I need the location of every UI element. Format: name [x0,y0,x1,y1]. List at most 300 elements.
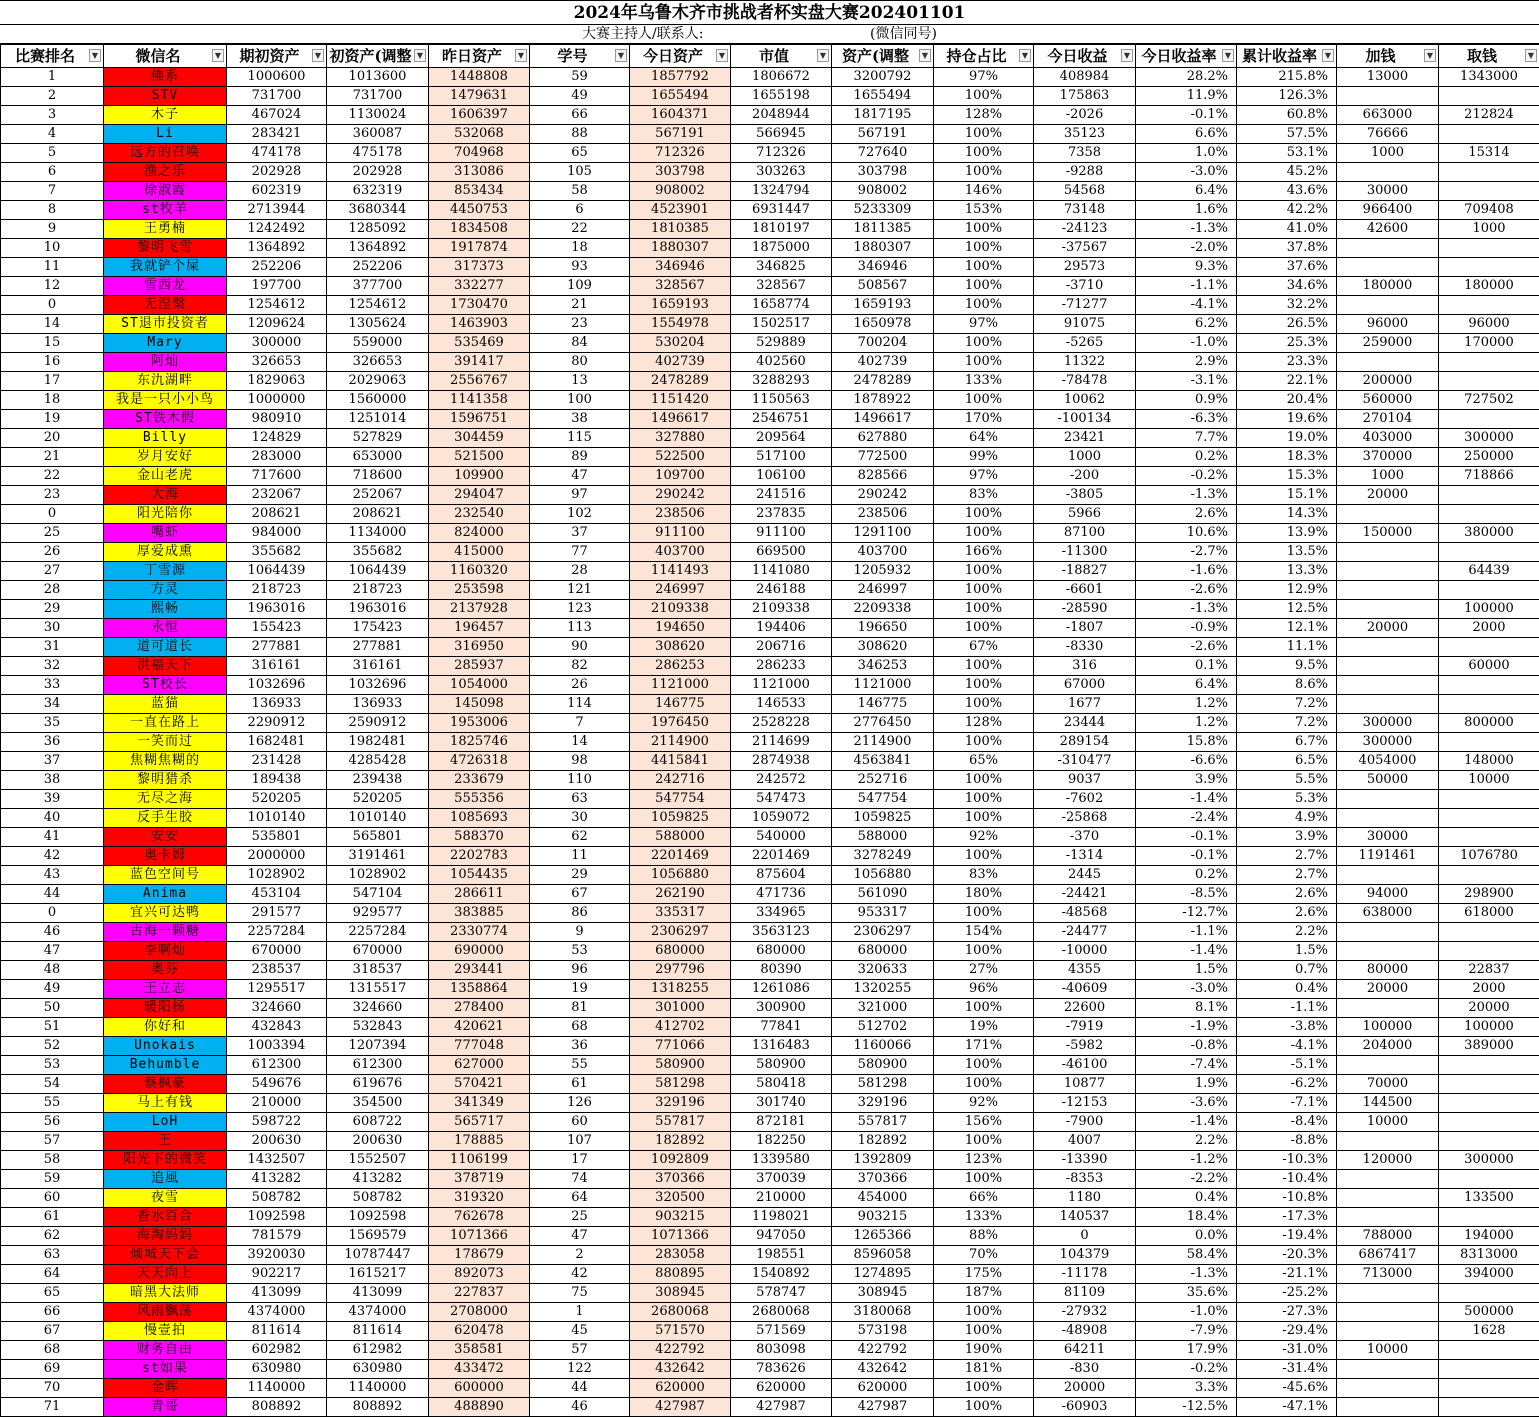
data-cell[interactable]: -24123 [1034,220,1136,239]
today-assets-cell[interactable]: 4415841 [630,752,731,771]
rank-cell[interactable]: 17 [1,372,104,391]
rank-cell[interactable]: 48 [1,961,104,980]
today-assets-cell[interactable]: 880895 [630,1265,731,1284]
position-ratio-cell[interactable]: 100% [934,296,1034,315]
rank-cell[interactable]: 1 [1,68,104,87]
data-cell[interactable]: -8330 [1034,638,1136,657]
cumulative-return-cell[interactable]: -10.4% [1237,1170,1337,1189]
data-cell[interactable]: 653000 [327,448,429,467]
data-cell[interactable] [1439,923,1539,942]
yesterday-assets-cell[interactable]: 178679 [429,1246,530,1265]
cumulative-return-cell[interactable]: 5.5% [1237,771,1337,790]
today-assets-cell[interactable]: 2109338 [630,600,731,619]
student-id-cell[interactable]: 82 [530,657,630,676]
student-id-cell[interactable]: 18 [530,239,630,258]
wechat-name-cell[interactable]: LoH [104,1113,227,1132]
data-cell[interactable]: 1540892 [731,1265,832,1284]
data-cell[interactable] [1337,1398,1439,1417]
cumulative-return-cell[interactable]: -3.8% [1237,1018,1337,1037]
rank-cell[interactable]: 28 [1,581,104,600]
today-assets-cell[interactable]: 1318255 [630,980,731,999]
data-cell[interactable]: 60000 [1439,657,1539,676]
daily-return-rate-cell[interactable]: -1.3% [1136,600,1237,619]
data-cell[interactable]: 875604 [731,866,832,885]
today-assets-cell[interactable]: 1121000 [630,676,731,695]
data-cell[interactable]: 5966 [1034,505,1136,524]
data-cell[interactable]: 670000 [227,942,327,961]
data-cell[interactable]: 529889 [731,334,832,353]
data-cell[interactable]: 91075 [1034,315,1136,334]
data-cell[interactable]: 612982 [327,1341,429,1360]
wechat-name-cell[interactable]: 阳光下的微笑 [104,1151,227,1170]
data-cell[interactable]: 208621 [227,505,327,524]
cumulative-return-cell[interactable]: 7.2% [1237,695,1337,714]
data-cell[interactable]: 618000 [1439,904,1539,923]
data-cell[interactable]: 360087 [327,125,429,144]
yesterday-assets-cell[interactable]: 1606397 [429,106,530,125]
data-cell[interactable]: 2257284 [227,923,327,942]
cumulative-return-cell[interactable]: 53.1% [1237,144,1337,163]
wechat-name-cell[interactable]: 暖阳杨 [104,999,227,1018]
rank-cell[interactable]: 33 [1,676,104,695]
today-assets-cell[interactable]: 567191 [630,125,731,144]
data-cell[interactable]: 808892 [327,1398,429,1417]
position-ratio-cell[interactable]: 100% [934,771,1034,790]
data-cell[interactable]: 1569579 [327,1227,429,1246]
data-cell[interactable]: 321000 [832,999,934,1018]
position-ratio-cell[interactable]: 100% [934,1379,1034,1398]
data-cell[interactable]: 320633 [832,961,934,980]
today-assets-cell[interactable]: 320500 [630,1189,731,1208]
daily-return-rate-cell[interactable]: 1.2% [1136,695,1237,714]
position-ratio-cell[interactable]: 180% [934,885,1034,904]
wechat-name-cell[interactable]: 我就铲个屎 [104,258,227,277]
yesterday-assets-cell[interactable]: 1141358 [429,391,530,410]
rank-cell[interactable]: 41 [1,828,104,847]
daily-return-rate-cell[interactable]: -1.0% [1136,1303,1237,1322]
data-cell[interactable]: 2000 [1439,980,1539,999]
data-cell[interactable]: 346825 [731,258,832,277]
cumulative-return-cell[interactable]: 126.3% [1237,87,1337,106]
student-id-cell[interactable]: 21 [530,296,630,315]
data-cell[interactable] [1439,1398,1539,1417]
today-assets-cell[interactable]: 242716 [630,771,731,790]
data-cell[interactable]: -24477 [1034,923,1136,942]
wechat-name-cell[interactable]: 我是一只小小鸟 [104,391,227,410]
data-cell[interactable]: 929577 [327,904,429,923]
yesterday-assets-cell[interactable]: 383885 [429,904,530,923]
position-ratio-cell[interactable]: 100% [934,505,1034,524]
data-cell[interactable]: 1000600 [227,68,327,87]
wechat-name-cell[interactable]: 徐淑霞 [104,182,227,201]
data-cell[interactable]: 3563123 [731,923,832,942]
student-id-cell[interactable]: 29 [530,866,630,885]
student-id-cell[interactable]: 22 [530,220,630,239]
position-ratio-cell[interactable]: 99% [934,448,1034,467]
data-cell[interactable]: 140537 [1034,1208,1136,1227]
data-cell[interactable] [1337,353,1439,372]
position-ratio-cell[interactable]: 100% [934,942,1034,961]
cumulative-return-cell[interactable]: -4.1% [1237,1037,1337,1056]
data-cell[interactable]: 1496617 [832,410,934,429]
data-cell[interactable]: 559000 [327,334,429,353]
data-cell[interactable]: 783626 [731,1360,832,1379]
position-ratio-cell[interactable]: 100% [934,239,1034,258]
data-cell[interactable]: 427987 [731,1398,832,1417]
data-cell[interactable]: 20000 [1439,999,1539,1018]
student-id-cell[interactable]: 37 [530,524,630,543]
data-cell[interactable]: 1316483 [731,1037,832,1056]
today-assets-cell[interactable]: 346946 [630,258,731,277]
student-id-cell[interactable]: 67 [530,885,630,904]
wechat-name-cell[interactable]: 李啊灿 [104,942,227,961]
data-cell[interactable]: 208621 [327,505,429,524]
position-ratio-cell[interactable]: 27% [934,961,1034,980]
rank-cell[interactable]: 65 [1,1284,104,1303]
data-cell[interactable]: 54568 [1034,182,1136,201]
data-cell[interactable]: 2109338 [731,600,832,619]
data-cell[interactable]: 81109 [1034,1284,1136,1303]
data-cell[interactable]: 1560000 [327,391,429,410]
daily-return-rate-cell[interactable]: -12.7% [1136,904,1237,923]
cumulative-return-cell[interactable]: 37.6% [1237,258,1337,277]
data-cell[interactable]: 308620 [832,638,934,657]
data-cell[interactable]: 389000 [1439,1037,1539,1056]
student-id-cell[interactable]: 7 [530,714,630,733]
cumulative-return-cell[interactable]: 41.0% [1237,220,1337,239]
data-cell[interactable]: -28590 [1034,600,1136,619]
yesterday-assets-cell[interactable]: 588370 [429,828,530,847]
dropdown-filter-icon[interactable]: ▼ [89,49,101,62]
data-cell[interactable]: 1010140 [227,809,327,828]
student-id-cell[interactable]: 47 [530,1227,630,1246]
data-cell[interactable]: 565801 [327,828,429,847]
data-cell[interactable]: 180000 [1439,277,1539,296]
data-cell[interactable]: 3278249 [832,847,934,866]
data-cell[interactable]: 96000 [1337,315,1439,334]
data-cell[interactable]: 630980 [227,1360,327,1379]
data-cell[interactable]: 252206 [227,258,327,277]
yesterday-assets-cell[interactable]: 293441 [429,961,530,980]
data-cell[interactable]: 984000 [227,524,327,543]
wechat-name-cell[interactable]: 古海一颗糖 [104,923,227,942]
student-id-cell[interactable]: 45 [530,1322,630,1341]
data-cell[interactable]: 64211 [1034,1341,1136,1360]
rank-cell[interactable]: 53 [1,1056,104,1075]
data-cell[interactable]: 1806672 [731,68,832,87]
daily-return-rate-cell[interactable]: 3.3% [1136,1379,1237,1398]
data-cell[interactable]: 4374000 [227,1303,327,1322]
today-assets-cell[interactable]: 328567 [630,277,731,296]
data-cell[interactable]: -8353 [1034,1170,1136,1189]
yesterday-assets-cell[interactable]: 378719 [429,1170,530,1189]
daily-return-rate-cell[interactable]: 10.6% [1136,524,1237,543]
data-cell[interactable]: 370000 [1337,448,1439,467]
daily-return-rate-cell[interactable]: -0.1% [1136,828,1237,847]
data-cell[interactable]: 713000 [1337,1265,1439,1284]
data-cell[interactable]: 1677 [1034,695,1136,714]
today-assets-cell[interactable]: 580900 [630,1056,731,1075]
yesterday-assets-cell[interactable]: 1160320 [429,562,530,581]
data-cell[interactable]: 4355 [1034,961,1136,980]
rank-cell[interactable]: 43 [1,866,104,885]
data-cell[interactable]: 7358 [1034,144,1136,163]
data-cell[interactable]: 252716 [832,771,934,790]
today-assets-cell[interactable]: 182892 [630,1132,731,1151]
yesterday-assets-cell[interactable]: 178885 [429,1132,530,1151]
data-cell[interactable]: 1160066 [832,1037,934,1056]
data-cell[interactable]: 200630 [227,1132,327,1151]
cumulative-return-cell[interactable]: 18.3% [1237,448,1337,467]
data-cell[interactable]: 77841 [731,1018,832,1037]
data-cell[interactable]: 10000 [1337,1341,1439,1360]
data-cell[interactable]: 308945 [832,1284,934,1303]
data-cell[interactable]: -6601 [1034,581,1136,600]
data-cell[interactable]: 508782 [227,1189,327,1208]
wechat-name-cell[interactable]: Mary [104,334,227,353]
data-cell[interactable]: 73148 [1034,201,1136,220]
data-cell[interactable]: 10000 [1337,1113,1439,1132]
cumulative-return-cell[interactable]: -17.3% [1237,1208,1337,1227]
today-assets-cell[interactable]: 1604371 [630,106,731,125]
daily-return-rate-cell[interactable]: -7.4% [1136,1056,1237,1075]
data-cell[interactable]: 908002 [832,182,934,201]
student-id-cell[interactable]: 11 [530,847,630,866]
data-cell[interactable]: 500000 [1439,1303,1539,1322]
data-cell[interactable]: 1059825 [832,809,934,828]
data-cell[interactable]: 561090 [832,885,934,904]
position-ratio-cell[interactable]: 100% [934,334,1034,353]
cumulative-return-cell[interactable]: -8.4% [1237,1113,1337,1132]
wechat-name-cell[interactable]: 马上有钱 [104,1094,227,1113]
dropdown-filter-icon[interactable]: ▼ [1322,49,1334,62]
data-cell[interactable]: -11178 [1034,1265,1136,1284]
rank-cell[interactable]: 40 [1,809,104,828]
student-id-cell[interactable]: 23 [530,315,630,334]
data-cell[interactable]: -5982 [1034,1037,1136,1056]
position-ratio-cell[interactable]: 100% [934,999,1034,1018]
daily-return-rate-cell[interactable]: 6.6% [1136,125,1237,144]
wechat-name-cell[interactable]: 雪西龙 [104,277,227,296]
rank-cell[interactable]: 69 [1,1360,104,1379]
data-cell[interactable]: 4054000 [1337,752,1439,771]
data-cell[interactable]: 602319 [227,182,327,201]
data-cell[interactable]: 180000 [1337,277,1439,296]
data-cell[interactable]: 4374000 [327,1303,429,1322]
data-cell[interactable]: 467024 [227,106,327,125]
data-cell[interactable]: 80000 [1337,961,1439,980]
cumulative-return-cell[interactable]: -5.1% [1237,1056,1337,1075]
data-cell[interactable]: 170000 [1439,334,1539,353]
data-cell[interactable]: 300900 [731,999,832,1018]
data-cell[interactable]: 980910 [227,410,327,429]
cumulative-return-cell[interactable]: -8.8% [1237,1132,1337,1151]
data-cell[interactable]: 197700 [227,277,327,296]
today-assets-cell[interactable]: 297796 [630,961,731,980]
data-cell[interactable]: 11322 [1034,353,1136,372]
data-cell[interactable]: 316161 [327,657,429,676]
rank-cell[interactable]: 50 [1,999,104,1018]
student-id-cell[interactable]: 28 [530,562,630,581]
data-cell[interactable]: 2713944 [227,201,327,220]
student-id-cell[interactable]: 89 [530,448,630,467]
wechat-name-cell[interactable]: ST校长 [104,676,227,695]
data-cell[interactable]: 133500 [1439,1189,1539,1208]
data-cell[interactable]: 218723 [227,581,327,600]
data-cell[interactable]: 1432507 [227,1151,327,1170]
data-cell[interactable]: -24421 [1034,885,1136,904]
today-assets-cell[interactable]: 301000 [630,999,731,1018]
rank-cell[interactable]: 64 [1,1265,104,1284]
position-ratio-cell[interactable]: 100% [934,600,1034,619]
student-id-cell[interactable]: 25 [530,1208,630,1227]
position-ratio-cell[interactable]: 83% [934,486,1034,505]
data-cell[interactable]: 811614 [327,1322,429,1341]
data-cell[interactable]: 547104 [327,885,429,904]
data-cell[interactable]: 1963016 [227,600,327,619]
data-cell[interactable]: 198551 [731,1246,832,1265]
data-cell[interactable]: 246997 [832,581,934,600]
cumulative-return-cell[interactable]: 15.3% [1237,467,1337,486]
data-cell[interactable]: 872181 [731,1113,832,1132]
data-cell[interactable] [1337,657,1439,676]
wechat-name-cell[interactable]: 蓝猫 [104,695,227,714]
cumulative-return-cell[interactable]: -19.4% [1237,1227,1337,1246]
yesterday-assets-cell[interactable]: 532068 [429,125,530,144]
data-cell[interactable]: 2048944 [731,106,832,125]
cumulative-return-cell[interactable]: 34.6% [1237,277,1337,296]
today-assets-cell[interactable]: 1554978 [630,315,731,334]
data-cell[interactable]: 781579 [227,1227,327,1246]
rank-cell[interactable]: 15 [1,334,104,353]
rank-cell[interactable]: 55 [1,1094,104,1113]
data-cell[interactable]: 334965 [731,904,832,923]
data-cell[interactable]: 9037 [1034,771,1136,790]
data-cell[interactable]: -40609 [1034,980,1136,999]
data-cell[interactable]: 202928 [327,163,429,182]
data-cell[interactable] [1439,1360,1539,1379]
data-cell[interactable]: 718866 [1439,467,1539,486]
position-ratio-cell[interactable]: 133% [934,1208,1034,1227]
cumulative-return-cell[interactable]: 22.1% [1237,372,1337,391]
yesterday-assets-cell[interactable]: 1071366 [429,1227,530,1246]
rank-cell[interactable]: 29 [1,600,104,619]
rank-cell[interactable]: 0 [1,904,104,923]
data-cell[interactable] [1439,1284,1539,1303]
today-assets-cell[interactable]: 2680068 [630,1303,731,1322]
data-cell[interactable] [1337,809,1439,828]
data-cell[interactable] [1439,353,1539,372]
student-id-cell[interactable]: 68 [530,1018,630,1037]
data-cell[interactable] [1439,258,1539,277]
data-cell[interactable]: 20000 [1337,619,1439,638]
wechat-name-cell[interactable]: 财务自由 [104,1341,227,1360]
data-cell[interactable] [1439,942,1539,961]
data-cell[interactable]: 727502 [1439,391,1539,410]
data-cell[interactable]: -71277 [1034,296,1136,315]
today-assets-cell[interactable]: 402739 [630,353,731,372]
data-cell[interactable]: 1191461 [1337,847,1439,866]
data-cell[interactable]: 150000 [1337,524,1439,543]
data-cell[interactable] [1337,239,1439,258]
student-id-cell[interactable]: 123 [530,600,630,619]
data-cell[interactable]: -100134 [1034,410,1136,429]
data-cell[interactable]: 370039 [731,1170,832,1189]
data-cell[interactable]: 2445 [1034,866,1136,885]
rank-cell[interactable]: 62 [1,1227,104,1246]
yesterday-assets-cell[interactable]: 145098 [429,695,530,714]
data-cell[interactable]: 2546751 [731,410,832,429]
data-cell[interactable] [1439,296,1539,315]
data-cell[interactable]: 324660 [327,999,429,1018]
data-cell[interactable]: 1207394 [327,1037,429,1056]
data-cell[interactable]: -37567 [1034,239,1136,258]
position-ratio-cell[interactable]: 19% [934,1018,1034,1037]
wechat-name-cell[interactable]: 木子 [104,106,227,125]
today-assets-cell[interactable]: 290242 [630,486,731,505]
student-id-cell[interactable]: 88 [530,125,630,144]
today-assets-cell[interactable]: 246997 [630,581,731,600]
daily-return-rate-cell[interactable]: 0.4% [1136,1189,1237,1208]
data-cell[interactable]: 329196 [832,1094,934,1113]
data-cell[interactable]: 1254612 [327,296,429,315]
wechat-name-cell[interactable]: Anima [104,885,227,904]
student-id-cell[interactable]: 6 [530,201,630,220]
student-id-cell[interactable]: 102 [530,505,630,524]
cumulative-return-cell[interactable]: 0.7% [1237,961,1337,980]
yesterday-assets-cell[interactable]: 253598 [429,581,530,600]
data-cell[interactable]: 608722 [327,1113,429,1132]
today-assets-cell[interactable]: 1141493 [630,562,731,581]
data-cell[interactable]: 1000 [1337,144,1439,163]
cumulative-return-cell[interactable]: 6.7% [1237,733,1337,752]
position-ratio-cell[interactable]: 154% [934,923,1034,942]
student-id-cell[interactable]: 93 [530,258,630,277]
cumulative-return-cell[interactable]: 60.8% [1237,106,1337,125]
student-id-cell[interactable]: 90 [530,638,630,657]
position-ratio-cell[interactable]: 153% [934,201,1034,220]
data-cell[interactable] [1439,809,1539,828]
data-cell[interactable]: 1134000 [327,524,429,543]
yesterday-assets-cell[interactable]: 704968 [429,144,530,163]
data-cell[interactable]: 326653 [227,353,327,372]
daily-return-rate-cell[interactable]: 6.2% [1136,315,1237,334]
data-cell[interactable]: 581298 [832,1075,934,1094]
data-cell[interactable]: 182250 [731,1132,832,1151]
data-cell[interactable]: 2478289 [832,372,934,391]
data-cell[interactable]: 3680344 [327,201,429,220]
today-assets-cell[interactable]: 329196 [630,1094,731,1113]
wechat-name-cell[interactable]: Billy [104,429,227,448]
yesterday-assets-cell[interactable]: 1825746 [429,733,530,752]
data-cell[interactable]: 10787447 [327,1246,429,1265]
data-cell[interactable]: 87100 [1034,524,1136,543]
data-cell[interactable] [1439,182,1539,201]
student-id-cell[interactable]: 77 [530,543,630,562]
position-ratio-cell[interactable]: 100% [934,87,1034,106]
today-assets-cell[interactable]: 194650 [630,619,731,638]
data-cell[interactable]: -12153 [1034,1094,1136,1113]
cumulative-return-cell[interactable]: 2.7% [1237,847,1337,866]
yesterday-assets-cell[interactable]: 1479631 [429,87,530,106]
yesterday-assets-cell[interactable]: 294047 [429,486,530,505]
wechat-name-cell[interactable]: 方灵 [104,581,227,600]
position-ratio-cell[interactable]: 100% [934,1056,1034,1075]
wechat-name-cell[interactable]: 远方的召唤 [104,144,227,163]
wechat-name-cell[interactable]: 海淘妈妈 [104,1227,227,1246]
data-cell[interactable]: 717600 [227,467,327,486]
today-assets-cell[interactable]: 308620 [630,638,731,657]
